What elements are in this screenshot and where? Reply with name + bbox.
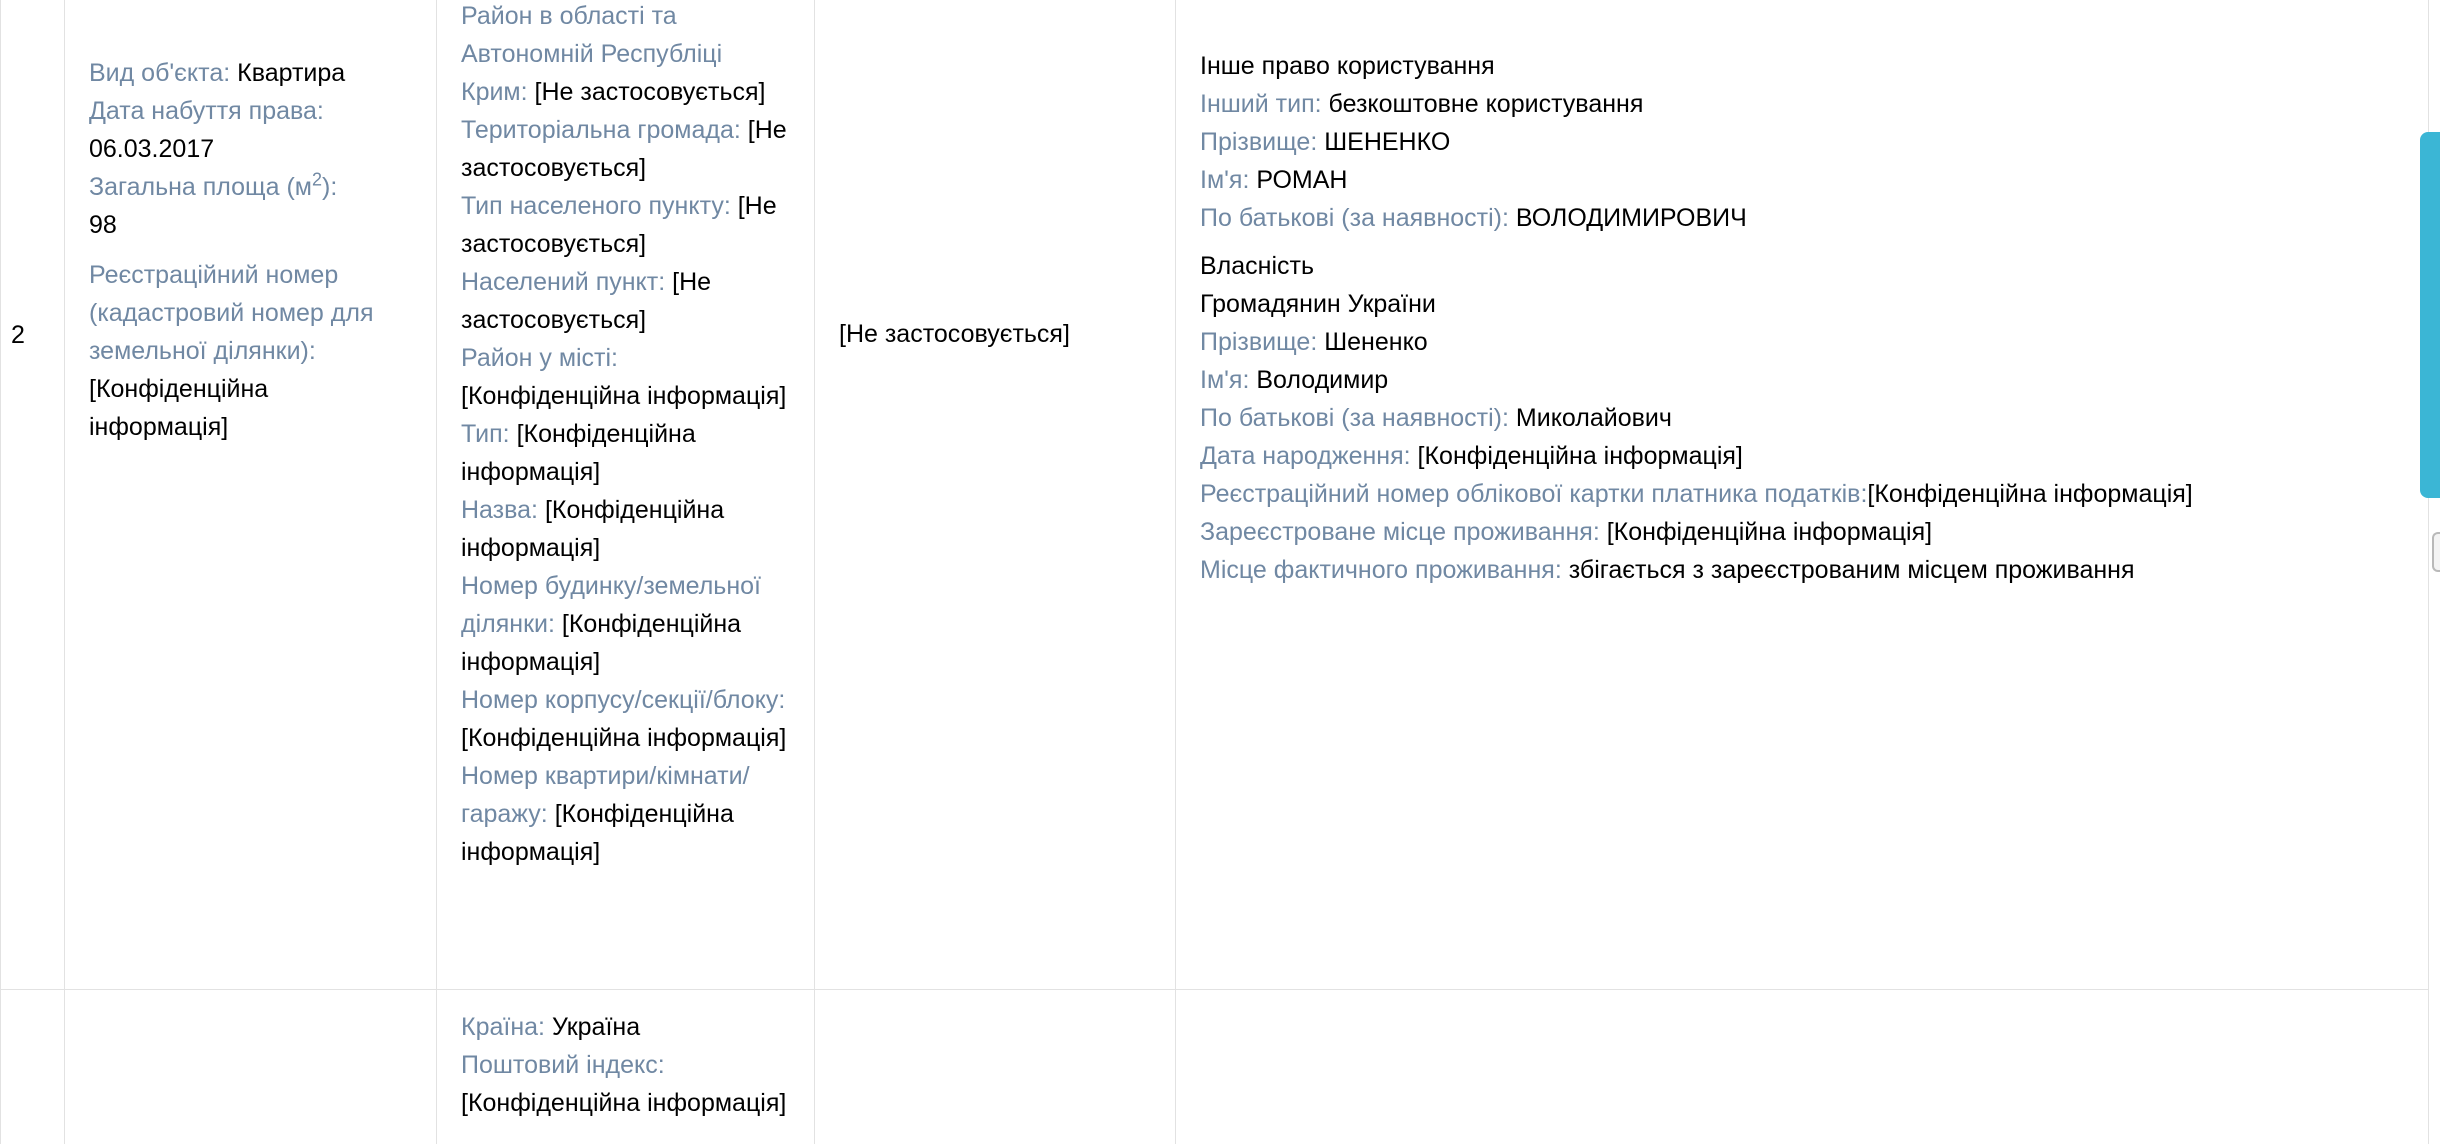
owner2-patronymic-value: Миколайович (1515, 404, 1672, 432)
total-area-value: 98 (89, 211, 117, 239)
owner-group-second (1200, 247, 2404, 589)
community-value: [Не застосовується] (461, 116, 787, 182)
acquisition-date-label: Дата набуття права: (89, 97, 324, 125)
row-number-cell (1, 990, 65, 1144)
apartment-number-label: Номер квартири/кімнати/гаражу: (461, 762, 750, 828)
street-type-value: [Конфіденційна інформація] (461, 420, 696, 486)
owner2-right: Власність (1200, 252, 1315, 280)
extra-info-cell (815, 990, 1176, 1144)
country-label: Країна: (461, 1013, 545, 1041)
owner2-citizenship: Громадянин України (1200, 290, 1436, 318)
owner1-patronymic-value: ВОЛОДИМИРОВИЧ (1515, 204, 1747, 232)
owner2-surname-value: Шененко (1324, 328, 1428, 356)
registration-number-value: [Конфіденційна інформація] (89, 375, 269, 441)
owner2-surname-label: Прізвище: (1200, 328, 1318, 356)
object-type-value: Квартира (237, 59, 346, 87)
owner2-birth-value: [Конфіденційна інформація] (1417, 442, 1743, 470)
owner2-registered-value: [Конфіденційна інформація] (1606, 518, 1933, 546)
owner2-birth-label: Дата народження: (1200, 442, 1411, 470)
settlement-type-label: Тип населеного пункту: (461, 192, 731, 220)
owner1-surname-label: Прізвище: (1200, 128, 1318, 156)
owner2-name-value: Володимир (1256, 366, 1389, 394)
district-region-value: [Не застосовується] (534, 78, 766, 106)
address-cell (437, 0, 815, 990)
object-info-cell (65, 0, 437, 990)
table-row (1, 990, 2429, 1144)
scroll-handle[interactable] (2432, 532, 2440, 572)
owner1-name-label: Ім'я: (1200, 166, 1250, 194)
object-info-cell (65, 990, 437, 1144)
total-area-label: Загальна площа $(м^2)$: (89, 169, 338, 201)
country-value: Україна (551, 1013, 641, 1041)
extra-info-cell (815, 0, 1176, 990)
apartment-number-value: [Конфіденційна інформація] (461, 800, 734, 866)
settlement-type-value: [Не застосовується] (461, 192, 777, 258)
row-number: 2 (11, 321, 25, 349)
owner2-registered-label: Зареєстроване місце проживання: (1200, 518, 1600, 546)
scrollbar-thumb[interactable] (2420, 132, 2440, 498)
city-district-value: [Конфіденційна інформація] (461, 382, 787, 410)
owner1-patronymic-label: По батькові (за наявності): (1200, 204, 1509, 232)
building-number-label: Номер корпусу/секції/блоку: (461, 686, 786, 714)
owner2-patronymic-label: По батькові (за наявності): (1200, 404, 1509, 432)
owner1-other-type-value: безкоштовне користування (1328, 90, 1644, 118)
house-number-value: [Конфіденційна інформація] (461, 610, 742, 676)
owner2-tax-label: Реєстраційний номер облікової картки платника податків: (1200, 480, 1868, 508)
settlement-label: Населений пункт: (461, 268, 666, 296)
building-number-value: [Конфіденційна інформація] (461, 724, 787, 752)
extra-info-value: [Не застосовується] (839, 320, 1070, 348)
owner1-name-value: РОМАН (1256, 166, 1348, 194)
object-type-label: Вид об'єкта: (89, 59, 231, 87)
owner2-actual-label: Місце фактичного проживання: (1200, 556, 1562, 584)
table-row (1, 0, 2429, 990)
community-label: Територіальна громада: (461, 116, 741, 144)
owner2-actual-value: збігається з зареєстрованим місцем проживання (1568, 556, 2135, 584)
owner1-right: Інше право користування (1200, 52, 1495, 80)
street-name-label: Назва: (461, 496, 538, 524)
owner2-name-label: Ім'я: (1200, 366, 1250, 394)
settlement-value: [Не застосовується] (461, 268, 712, 334)
city-district-label: Район у місті: (461, 344, 619, 372)
owners-cell (1176, 990, 2429, 1144)
acquisition-date-value: 06.03.2017 (89, 135, 215, 163)
postal-code-value: [Конфіденційна інформація] (461, 1089, 787, 1117)
owner1-surname-value: ШЕНЕНКО (1324, 128, 1451, 156)
owners-cell (1176, 0, 2429, 990)
owner1-other-type-label: Інший тип: (1200, 90, 1322, 118)
house-number-label: Номер будинку/земельної ділянки: (461, 572, 761, 638)
row-number-cell (1, 0, 65, 990)
owner2-tax-value: [Конфіденційна інформація] (1867, 480, 2193, 508)
owner-group-first (1200, 47, 2404, 237)
district-region-label: Район в області та Автономній Республіці Крим: (461, 2, 723, 106)
street-name-value: [Конфіденційна інформація] (461, 496, 725, 562)
address-cell (437, 990, 815, 1144)
registration-number-label: Реєстраційний номер (кадастровий номер для земельної ділянки): (89, 261, 374, 365)
postal-code-label: Поштовий індекс: (461, 1051, 665, 1079)
street-type-label: Тип: (461, 420, 510, 448)
